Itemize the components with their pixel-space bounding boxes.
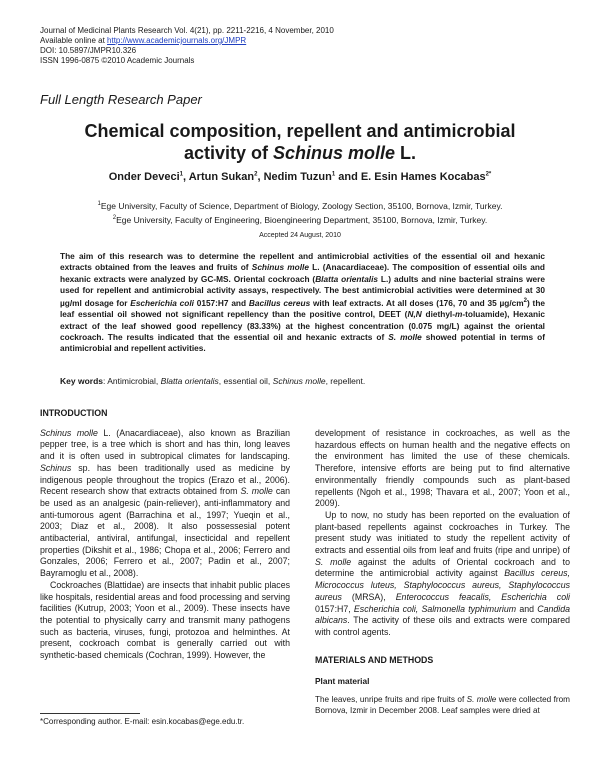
author-list: Onder Deveci$^1$, Artun Sukan$^2$, Nedim Tuzun$^1$ and E. Esin Hames Kocabas$^{2*}$ — [108, 171, 492, 183]
right-column — [315, 428, 570, 716]
methods-heading: MATERIALS AND METHODS — [315, 654, 434, 665]
corresponding-author-footnote: *Corresponding author. E-mail: esin.kocabas@ege.edu.tr. — [40, 717, 245, 726]
abstract: The aim of this research was to determine the repellent and antimicrobial activities of the essential oil and hexanic extracts obtained from the leaves and fruits of Schinus molle L. (Anacardiaceae). The composition of essential oils and hexanic extracts were analyzed by GC-MS. Oriental cockroach (Blatta orientalis L.) adults and nine bacterial strains were used for repellent and antimicrobial activity assays, respectively. The best antimicrobial activities were determined at 30 µg/ml dosage for Escherichia coli 0157:H7 and Bacillus cereus with leaf extracts. At all doses (176, 70 and 35 $\mu g/cm^2$) the leaf essential oil showed not significant repellency than the positive control, DEET (N,N diethyl-m-toluamide), Hexanic extract of the leaf showed good repellency (83.33%) at the highest concentration (0.075 mg/L) against the oriental cockroach. The results indicated that the essential oil and hexanic extracts of S. molle showed potential in terms of antimicrobial and repellent activities. — [60, 251, 545, 354]
affiliations — [40, 198, 560, 226]
plant-material-paragraph: The leaves, unripe fruits and ripe fruits of S. molle were collected from Bornova, Izmir in December 2008. Leaf samples were dried at — [315, 695, 570, 716]
journal-citation: Journal of Medicinal Plants Research Vol. 4(21), pp. 2211-2216, 4 November, 2010 — [40, 26, 334, 35]
paper-title: Chemical composition, repellent and antimicrobial activity of Schinus molle L. — [84, 121, 516, 163]
intro-paragraph-3: development of resistance in cockroaches, as well as the hazardous effects on human health and the negative effects on the environment has limited the use of these chemicals. Therefore, intensive efforts are being put to find alternative environmentally friendly compounds such as plant-based repellents (Ngoh et al., 1998; Thavara et al., 2007; Yoon et al., 2009). — [315, 428, 570, 509]
intro-paragraph-4: Up to now, no study has been reported on the evaluation of plant-based repellents against cockroaches in Turkey. The present study was initiated to study the repellent activity of extracts and essential oils from leaf and fruits (ripe and unripe) of S. molle against the adults of Oriental cockroach and to determine the antimicrobial activity against Bacillus cereus, Micrococcus luteus, Staphylococcus aureus, Staphylococcus aureus (MRSA), Enterococcus feacalis, Escherichia coli 0157:H7, Escherichia coli, Salmonella typhimurium and Candida albicans. The activity of these oils and extracts were compared with control agents. — [315, 509, 571, 637]
affiliation: $^1$Ege University, Faculty of Science, Department of Biology, Zoology Section, 35100, Bornova, Izmir, Turkey. — [97, 200, 503, 211]
author: E. Esin Hames Kocabas — [360, 171, 486, 183]
doi-line: DOI: 10.5897/JMPR10.326 — [40, 46, 137, 55]
author: Artun Sukan — [188, 171, 255, 183]
journal-header — [40, 26, 334, 66]
author: Nedim Tuzun — [263, 171, 332, 183]
affiliation: $^2$Ege University, Faculty of Engineering, Bioengineering Department, 35100, Bornova, Izmir, Turkey. — [112, 214, 488, 225]
intro-paragraph-2: Cockroaches (Blattidae) are insects that inhabit public places like hospitals, residential areas and food processing and serving facilities (Kutrup, 2003; Yoon et al., 2009). These insects have the potential to physically carry and transmit many pathogens such as bacteria, viruses, fungi, protozoa and helminthes. At present, cockroach combat is generally carried out with synthetic-based chemicals (Cochran, 1999). However, the — [40, 579, 290, 661]
keywords: Key words: Antimicrobial, Blatta orientalis, essential oil, Schinus molle, repellent. — [60, 376, 366, 386]
plant-material-heading: Plant material — [315, 676, 370, 687]
issn-line: ISSN 1996-0875 ©2010 Academic Journals — [40, 56, 195, 65]
intro-paragraph-1: Schinus molle L. (Anacardiaceae), also known as Brazilian pepper tree, is a tree which is short and has thin, long leaves and it is often used in subtropical climates for landscaping. Schinus sp. has been traditionally used as medicine by indigenous people throughout the tropics (Erazo et al., 2006). Recent research show that extracts obtained from S. molle can be used as an analgesic (pain-reliever), anti-inflammatory and anti-tumorous agent (Barrachina et al., 1997; Yueqin et al., 2003; Diaz et al., 2008). It also possessesial potent antibacterial, antiviral, antifungal, insecticidal and repellent properties (Dikshit et al., 1986; Chopa et al., 2006; Ferrero and Gonzales, 2006; Ferrero et al., 2007; Padin et al., 2007; Bayramoglu et al., 2008). — [40, 427, 290, 579]
introduction-heading: INTRODUCTION — [40, 408, 108, 418]
left-column — [40, 408, 290, 662]
journal-url-link[interactable]: http://www.academicjournals.org/JMPR — [107, 36, 247, 45]
author: Onder Deveci — [108, 171, 180, 183]
accepted-date: Accepted 24 August, 2010 — [259, 232, 341, 239]
footnote-divider — [40, 713, 140, 714]
availability-line: Available online at http://www.academicjournals.org/JMPR — [40, 36, 247, 45]
paper-type-label: Full Length Research Paper — [40, 92, 202, 107]
